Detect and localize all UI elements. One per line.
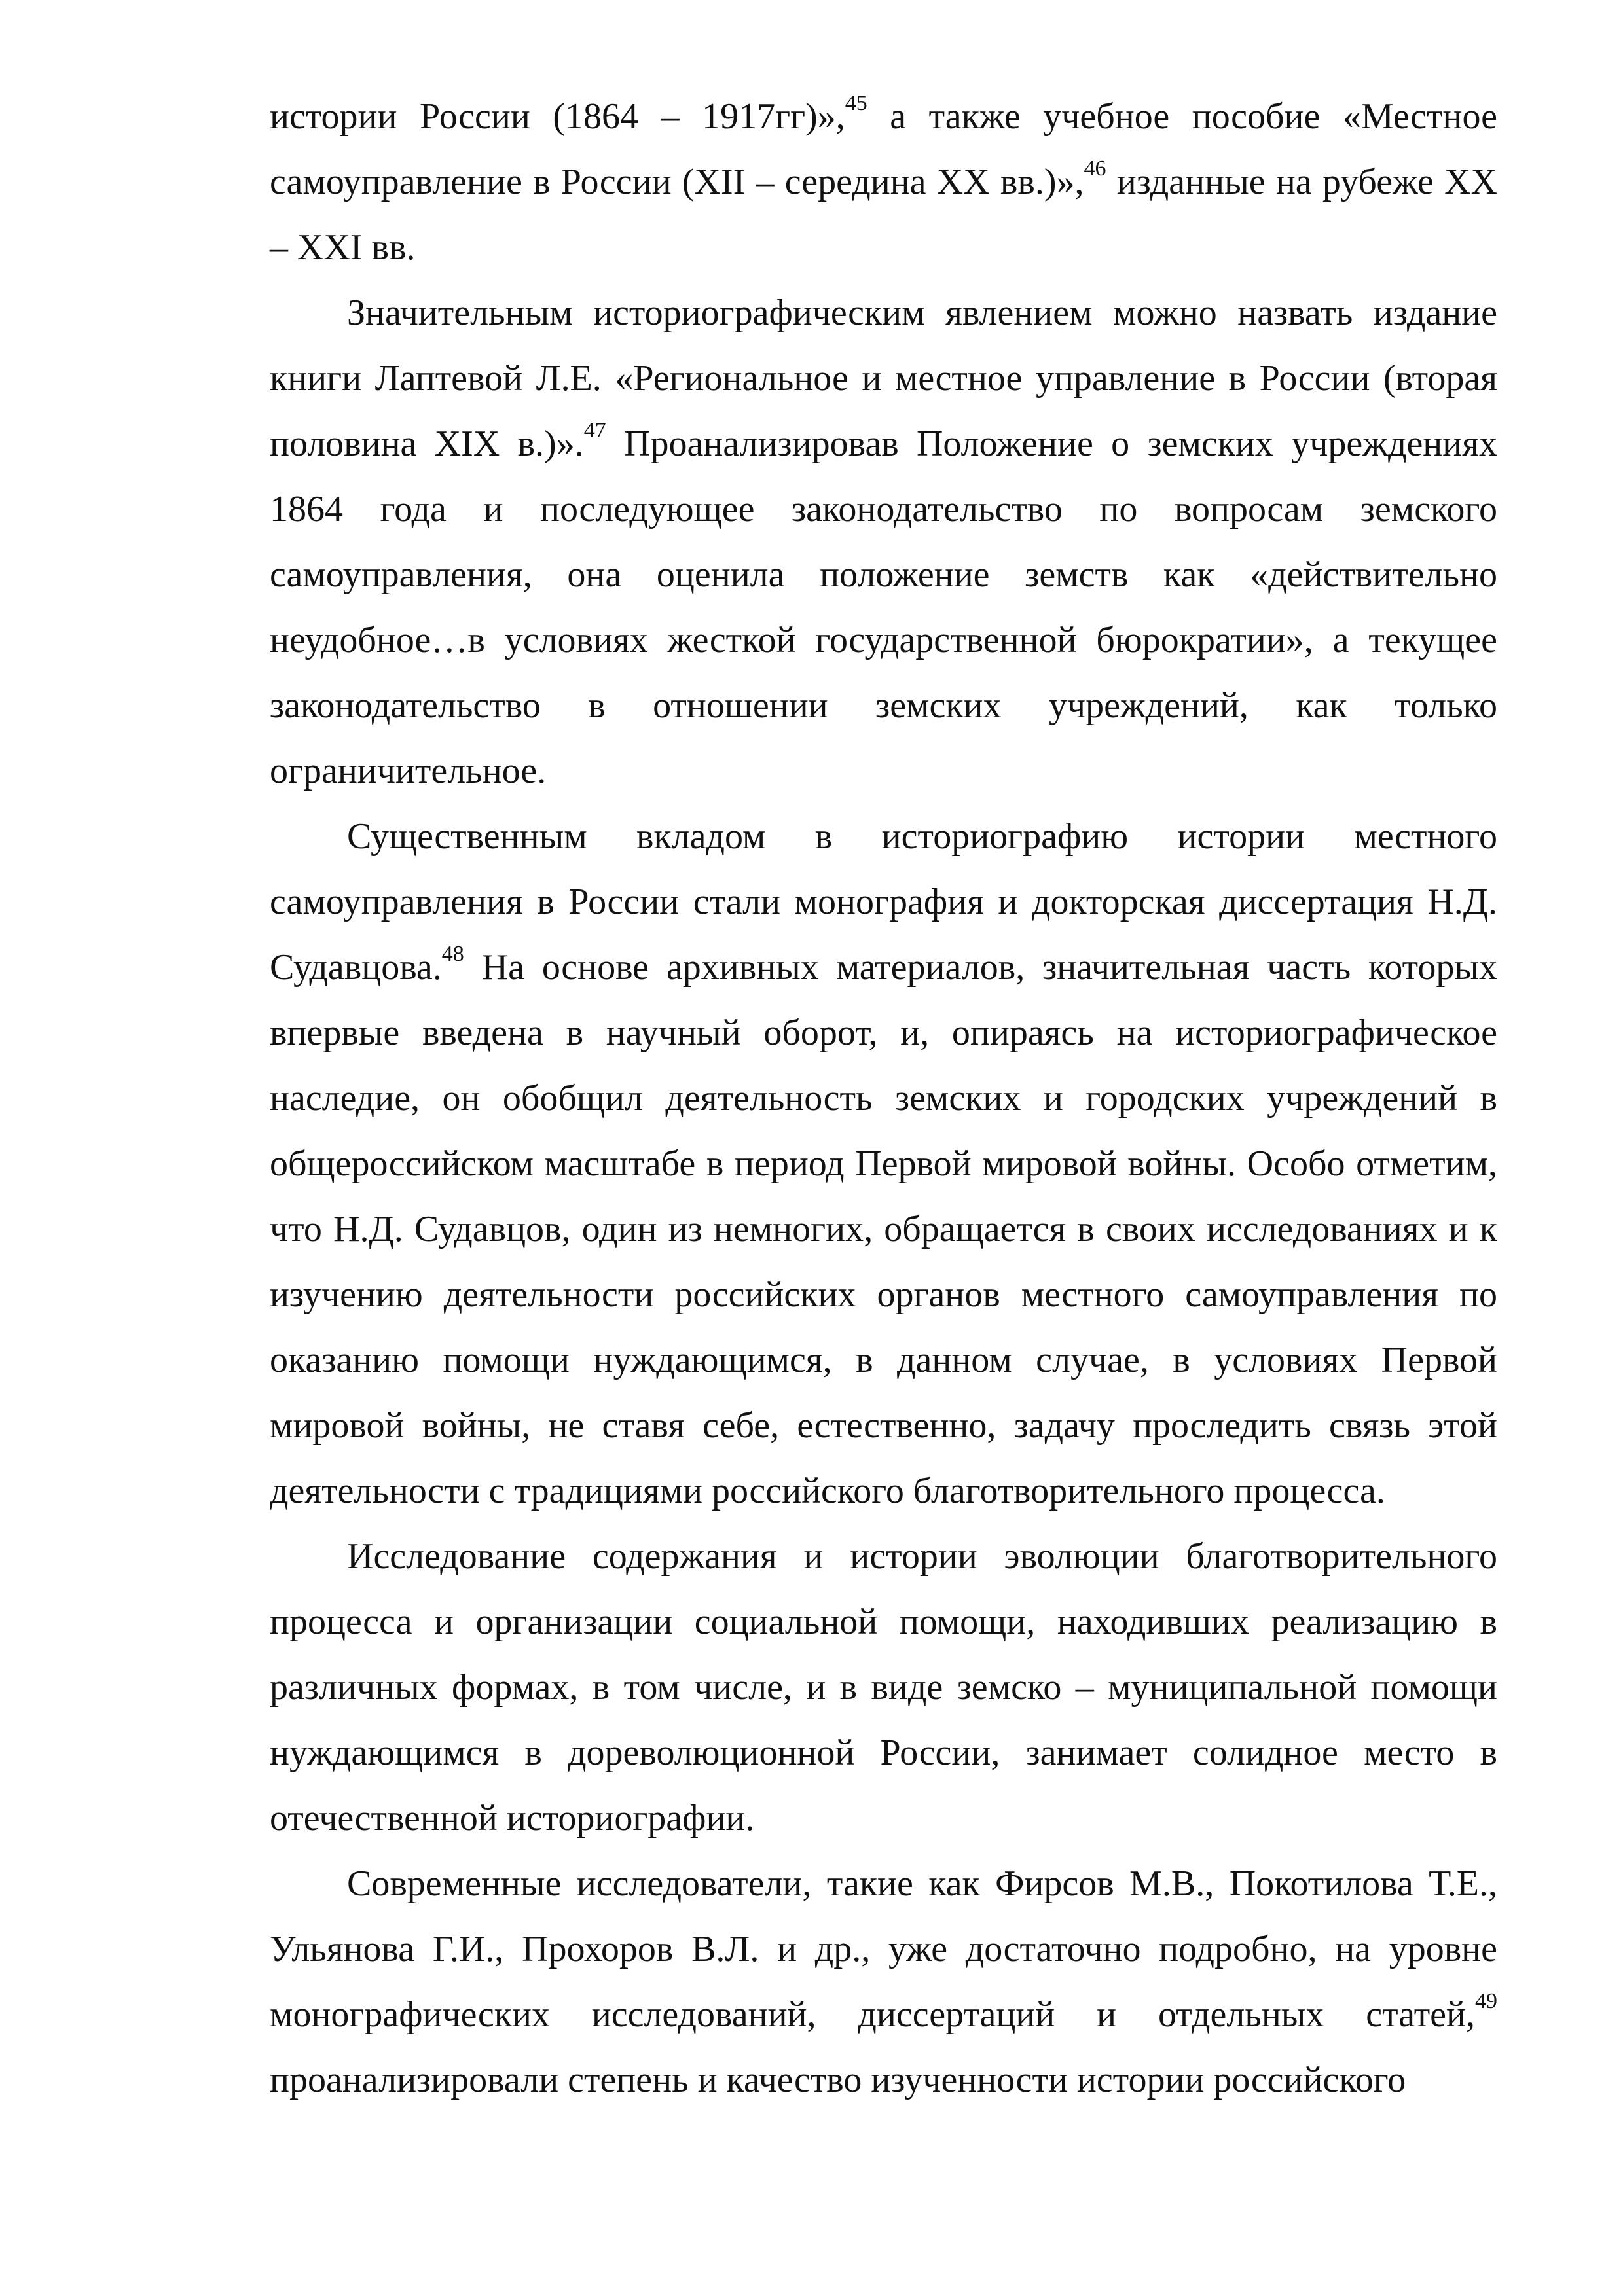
paragraph-text: На основе архивных материалов, значительная часть которых впервые введена в научный оборот, и, опираясь на историографическое наследие, он обобщил деятельность земских и городских учреждений в общероссийском масштабе в период Первой мировой войны. Особо отметим, что Н.Д. Судавцов, один из немногих, обращается в своих исследованиях и к изучению деятельности российских органов местного самоуправления по оказанию помощи нуждающимся, в данном случае, в условиях Первой мировой войны, не ставя себе, естественно, задачу проследить связь этой деятельности с традициями российского благотворительного процесса. — [270, 947, 1497, 1511]
paragraph-3 — [270, 804, 1497, 1524]
paragraph-text: Исследование содержания и истории эволюции благотворительного процесса и организации социальной помощи, находивших реализацию в различных формах, в том числе, и в виде земско – муниципальной помощи нуждающимся в дореволюционной России, занимает солидное место в отечественной историографии. — [270, 1536, 1497, 1839]
paragraph-text: Значительным историографическим явлением можно назвать издание книги Лаптевой Л.Е. «Региональное и местное управление в России (вторая половина XIX в.)». — [270, 293, 1497, 464]
document-text-body — [270, 84, 1497, 2113]
footnote-ref-47: 47 — [583, 418, 606, 442]
paragraph-2 — [270, 280, 1497, 804]
paragraph-text: Проанализировав Положение о земских учреждениях 1864 года и последующее законодательство по вопросам земского самоуправления, она оценила положение земств как «действительно неудобное…в условиях жесткой государственной бюрократии», а текущее законодательство в отношении земских учреждений, как только ограничительное. — [270, 423, 1497, 791]
paragraph-4 — [270, 1524, 1497, 1851]
paragraph-text: изданные на рубеже XX – XXI вв. — [270, 162, 1497, 268]
footnote-ref-46: 46 — [1084, 156, 1106, 181]
footnote-ref-49: 49 — [1475, 1989, 1497, 2013]
paragraph-5 — [270, 1851, 1497, 2113]
paragraph-1 — [270, 84, 1497, 280]
paragraph-text: проанализировали степень и качество изученности истории российского — [270, 2060, 1406, 2100]
footnote-ref-48: 48 — [441, 942, 464, 966]
paragraph-text: Современные исследователи, такие как Фирсов М.В., Покотилова Т.Е., Ульянова Г.И., Прохоров В.Л. и др., уже достаточно подробно, на уровне монографических исследований, диссертаций и отдельных статей, — [270, 1863, 1497, 2035]
paragraph-text: а также учебное пособие «Местное самоуправление в России (XII – середина XX вв.)», — [270, 96, 1497, 202]
paragraph-text: истории России (1864 – 1917гг)», — [270, 96, 845, 137]
footnote-ref-45: 45 — [845, 91, 867, 115]
paragraph-text: Существенным вкладом в историографию истории местного самоуправления в России стали монография и докторская диссертация Н.Д. Судавцова. — [270, 816, 1497, 988]
